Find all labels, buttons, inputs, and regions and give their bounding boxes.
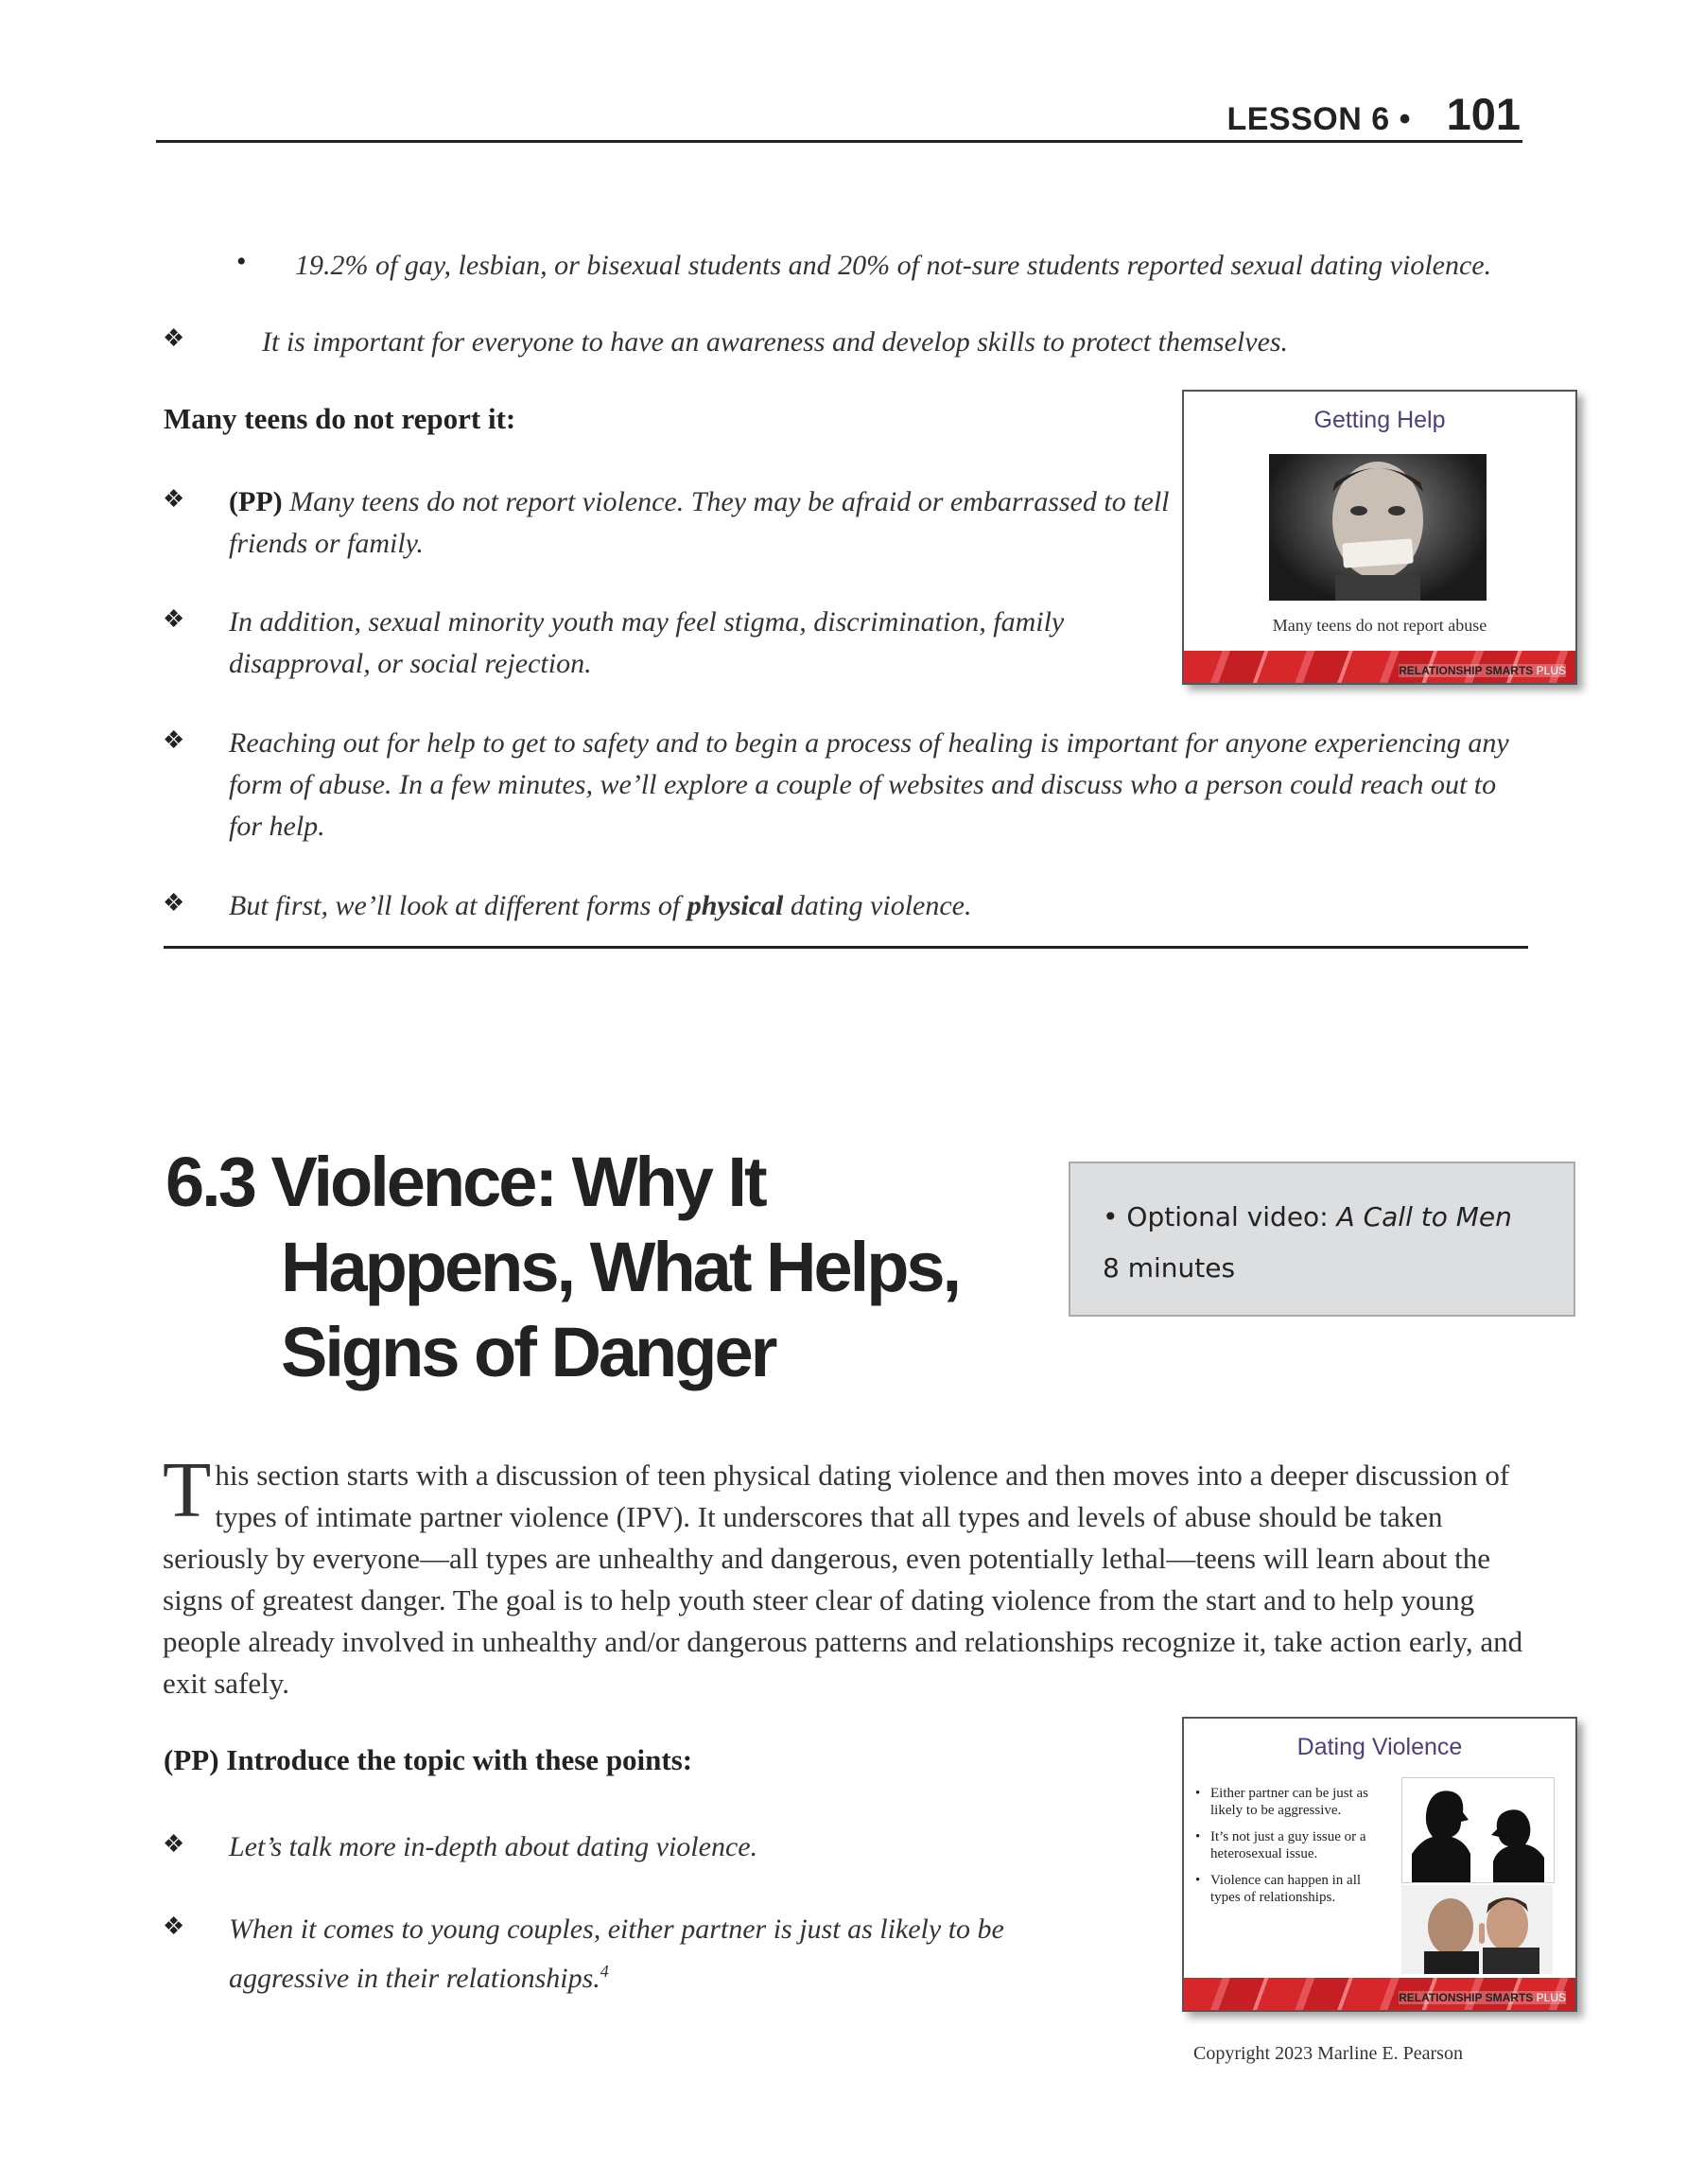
diamond-bullet-icon: ❖ xyxy=(163,1913,185,1940)
report-point-4-bold: physical xyxy=(687,890,784,921)
point-awareness: It is important for everyone to have an awareness and develop skills to protect themselves. xyxy=(262,326,1289,358)
page-number: 101 xyxy=(1446,89,1521,139)
gagged-man-photo xyxy=(1269,454,1487,601)
video-line xyxy=(1103,1201,1512,1232)
section-title-line1: Violence: Why It xyxy=(270,1143,765,1221)
two-men-photo xyxy=(1401,1885,1553,1974)
brand-plus: PLUS xyxy=(1536,664,1566,677)
video-duration: 8 minutes xyxy=(1103,1252,1236,1284)
slide-title: Dating Violence xyxy=(1296,1734,1463,1760)
report-point-1 xyxy=(229,481,1170,565)
report-point-1-text: Many teens do not report violence. They may be afraid or embarrassed to tell friends or family. xyxy=(229,486,1170,559)
slide-bullet: • It’s not just a guy issue or a heterosexual issue. xyxy=(1195,1829,1366,1861)
slide-bullet-text: Violence can happen in all types of relationships. xyxy=(1210,1873,1362,1905)
section-number: 6.3 xyxy=(165,1143,254,1221)
video-title: A Call to Men xyxy=(1336,1201,1512,1232)
silhouette-couple-photo xyxy=(1401,1777,1555,1883)
slide-caption: Many teens do not report abuse xyxy=(1272,616,1487,635)
slide-brand xyxy=(1399,664,1566,677)
pp-prefix: (PP) xyxy=(229,486,283,517)
video-label: Optional video: xyxy=(1126,1201,1337,1232)
diamond-bullet-icon: ❖ xyxy=(163,726,185,754)
bullet-sexual-violence: 19.2% of gay, lesbian, or bisexual students and 20% of not-sure students reported sexual dating violence. xyxy=(295,250,1492,281)
report-point-3: Reaching out for help to get to safety and to begin a process of healing is important for anyone experiencing any form of abuse. In a few minutes, we’ll explore a couple of websites and discuss who a person could reach out to for help. xyxy=(229,727,1509,842)
diamond-bullet-icon: ❖ xyxy=(163,605,185,633)
report-heading: Many teens do not report it: xyxy=(164,402,516,435)
topic-point-2 xyxy=(229,1909,1108,2000)
page-header xyxy=(156,91,1522,143)
slide-bullet-text: It’s not just a guy issue or a heterosexual issue. xyxy=(1210,1829,1366,1861)
slide-brand xyxy=(1399,1991,1566,2004)
intro-text: his section starts with a discussion of teen physical dating violence and then moves into a deeper discussion of types of intimate partner violence (IPV). It underscores that all types and levels of abuse should be taken seriously by everyone—all types are unhealthy and dangerous, even potentially lethal—teens will learn about the signs of greatest danger. The goal is to help youth steer clear of dating violence from the start and to help young people already involved in unhealthy and/or dangerous patterns and relationships recognize it, take action early, and exit safely. xyxy=(163,1459,1523,1700)
copyright: Copyright 2023 Marline E. Pearson xyxy=(1193,2043,1463,2064)
drop-cap: T xyxy=(163,1446,212,1534)
brand-name: RELATIONSHIP SMARTS xyxy=(1399,664,1534,677)
section-divider xyxy=(164,946,1528,949)
diamond-bullet-icon: ❖ xyxy=(163,889,185,917)
slide-bullet-list xyxy=(1195,1785,1394,1906)
slide-bullet: • Violence can happen in all types of relationships. xyxy=(1195,1873,1362,1905)
round-bullet: • xyxy=(236,246,247,277)
section-heading xyxy=(165,1140,1054,1395)
face-icon xyxy=(1269,454,1487,601)
slide-getting-help xyxy=(1182,390,1577,685)
section-title-line3: Signs of Danger xyxy=(281,1313,775,1391)
section-title-line2: Happens, What Helps, xyxy=(281,1228,960,1306)
intro-paragraph xyxy=(163,1446,1543,1704)
diamond-bullet-icon: ❖ xyxy=(163,485,185,513)
topic-point-2-text: When it comes to young couples, either partner is just as likely to be aggressive in their relationships. xyxy=(229,1913,1004,1994)
brand-plus: PLUS xyxy=(1536,1991,1566,2004)
slide-bullet-text: Either partner can be just as likely to be aggressive. xyxy=(1210,1786,1369,1818)
slide-title: Getting Help xyxy=(1313,407,1446,433)
topic-point-1: Let’s talk more in-depth about dating violence. xyxy=(229,1831,758,1862)
diamond-bullet-icon: ❖ xyxy=(163,1830,185,1858)
topic-heading: (PP) Introduce the topic with these points: xyxy=(164,1743,693,1776)
video-bullet: • xyxy=(1103,1201,1127,1232)
report-point-4-before: But first, we’ll look at different forms of xyxy=(229,890,687,921)
slide-bullet: • Either partner can be just as likely to be aggressive. xyxy=(1195,1786,1369,1818)
lesson-label: LESSON 6 • xyxy=(1226,101,1411,137)
two-men-icon xyxy=(1401,1885,1553,1974)
report-point-4-after: dating violence. xyxy=(783,890,972,921)
footnote-ref: 4 xyxy=(600,1962,609,1981)
report-point-2: In addition, sexual minority youth may feel stigma, discrimination, family disapproval, or social rejection. xyxy=(229,606,1065,679)
arguing-silhouette-icon xyxy=(1402,1778,1554,1882)
optional-video-box xyxy=(1069,1162,1575,1317)
brand-name: RELATIONSHIP SMARTS xyxy=(1399,1991,1534,2004)
slide-dating-violence xyxy=(1182,1717,1577,2012)
report-point-4 xyxy=(229,885,1458,927)
diamond-bullet-icon: ❖ xyxy=(163,324,185,352)
